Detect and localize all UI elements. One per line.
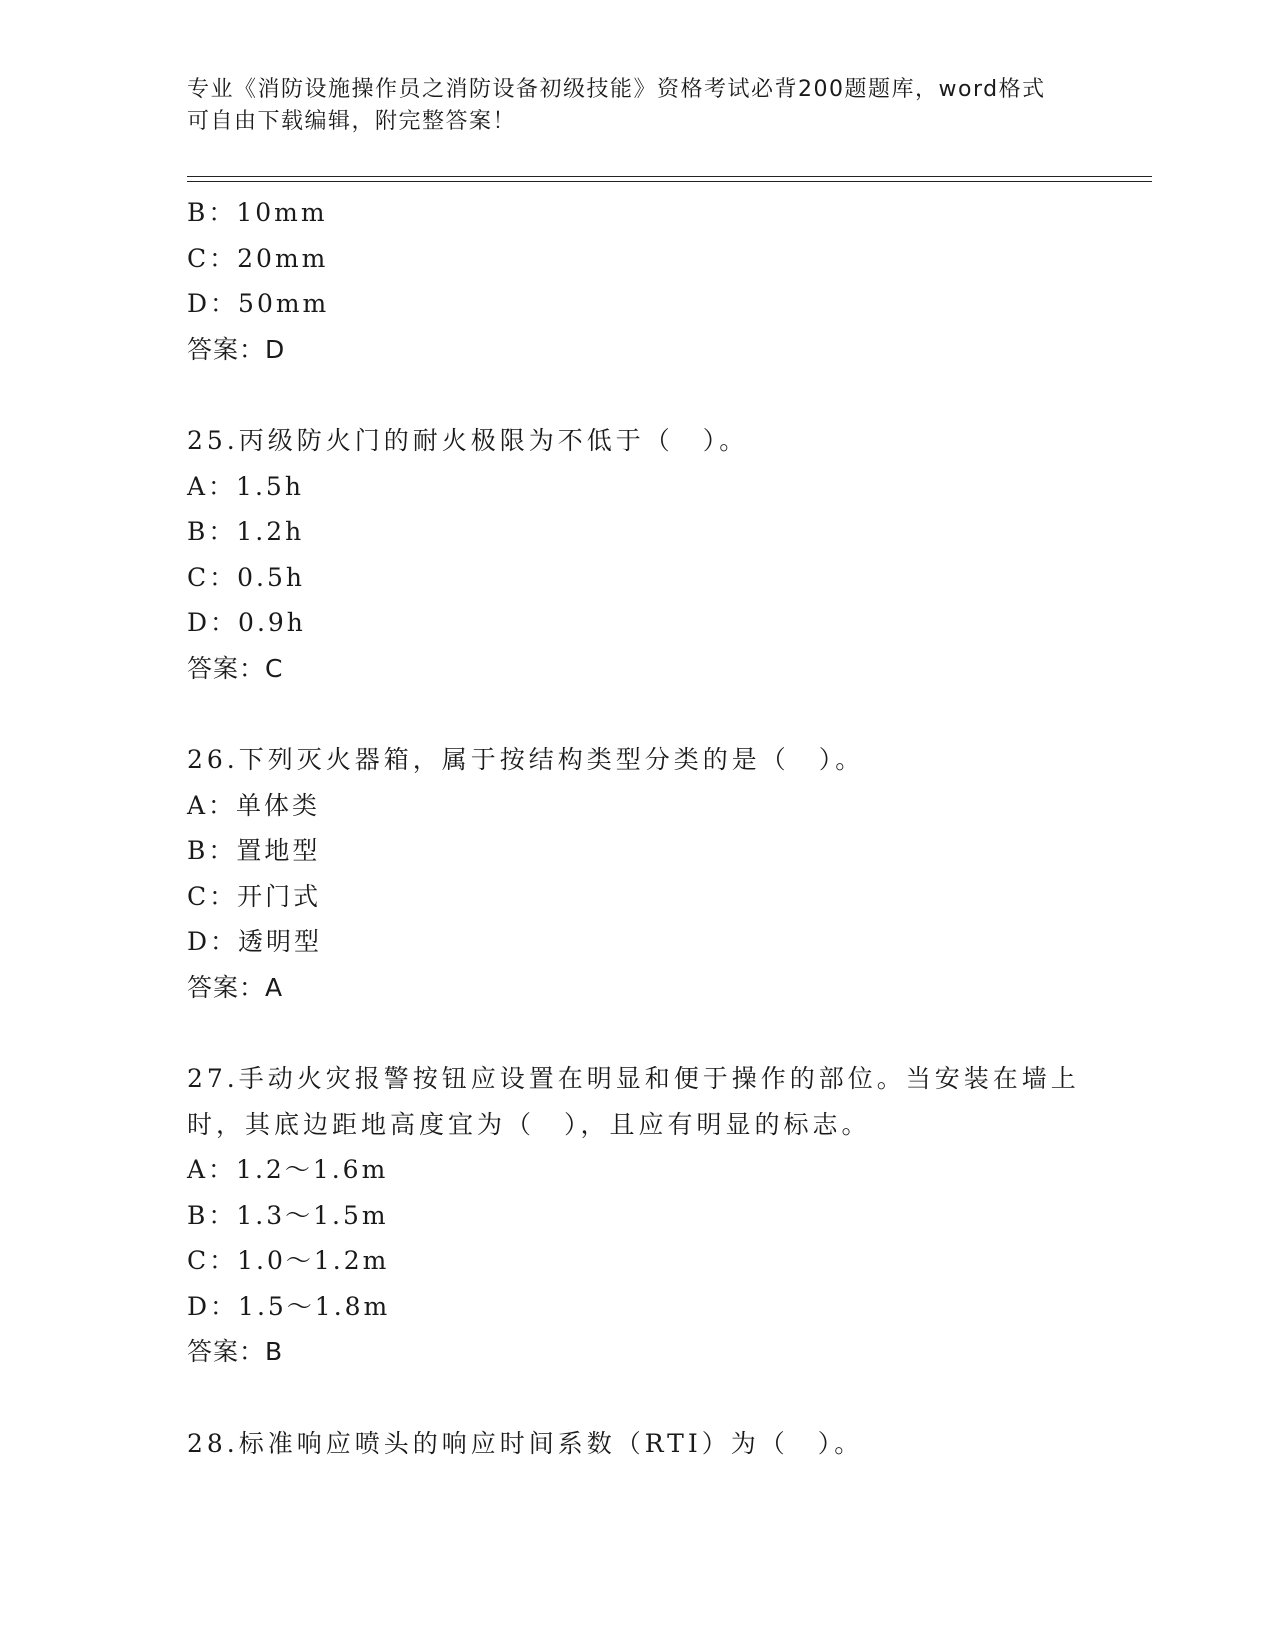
- option-c: C：0.5h: [187, 562, 305, 592]
- option-c: C：开门式: [187, 881, 322, 911]
- question-26: [187, 737, 1087, 1010]
- option-a: A：1.2～1.6m: [187, 1155, 389, 1184]
- question-stem: 25.丙级防火门的耐火极限为不低于（ ）。: [187, 426, 749, 455]
- option-b: B：1.3～1.5m: [187, 1200, 389, 1230]
- answer-line: 答案：A: [187, 972, 284, 1002]
- option-d: D：0.9h: [187, 608, 306, 637]
- question-24-tail: [187, 190, 1087, 372]
- question-list: [187, 190, 1087, 1466]
- document-header: 专业《消防设施操作员之消防设备初级技能》资格考试必背200题题库，word格式可自由下载编辑，附完整答案！: [187, 77, 1046, 134]
- header-divider-double: [187, 181, 1152, 182]
- option-c: C：1.0～1.2m: [187, 1246, 390, 1275]
- option-d: D：1.5～1.8m: [187, 1291, 391, 1321]
- option-b: B：1.2h: [187, 517, 305, 546]
- question-27: [187, 1056, 1087, 1375]
- option-c: C：20mm: [187, 243, 329, 273]
- question-spacer: [187, 691, 1087, 737]
- question-28: [187, 1421, 1087, 1467]
- question-stem: 26.下列灭火器箱，属于按结构类型分类的是（ ）。: [187, 745, 865, 774]
- answer-line: 答案：D: [187, 334, 286, 364]
- question-spacer: [187, 372, 1087, 418]
- question-stem: 28.标准响应喷头的响应时间系数（RTI）为（ ）。: [187, 1428, 864, 1458]
- question-stem: 27.手动火灾报警按钮应设置在明显和便于操作的部位。当安装在墙上时，其底边距地高度宜为（ ），且应有明显的标志。: [187, 1064, 1080, 1139]
- option-b: B：10mm: [187, 198, 328, 227]
- option-a: A：单体类: [187, 790, 321, 820]
- option-b: B：置地型: [187, 836, 321, 865]
- question-25: [187, 418, 1087, 691]
- answer-line: 答案：C: [187, 653, 284, 683]
- option-d: D：50mm: [187, 289, 330, 318]
- answer-line: 答案：B: [187, 1337, 284, 1366]
- header-divider: [187, 176, 1152, 177]
- option-d: D：透明型: [187, 927, 323, 956]
- question-spacer: [187, 1010, 1087, 1056]
- question-spacer: [187, 1375, 1087, 1421]
- option-a: A：1.5h: [187, 471, 304, 501]
